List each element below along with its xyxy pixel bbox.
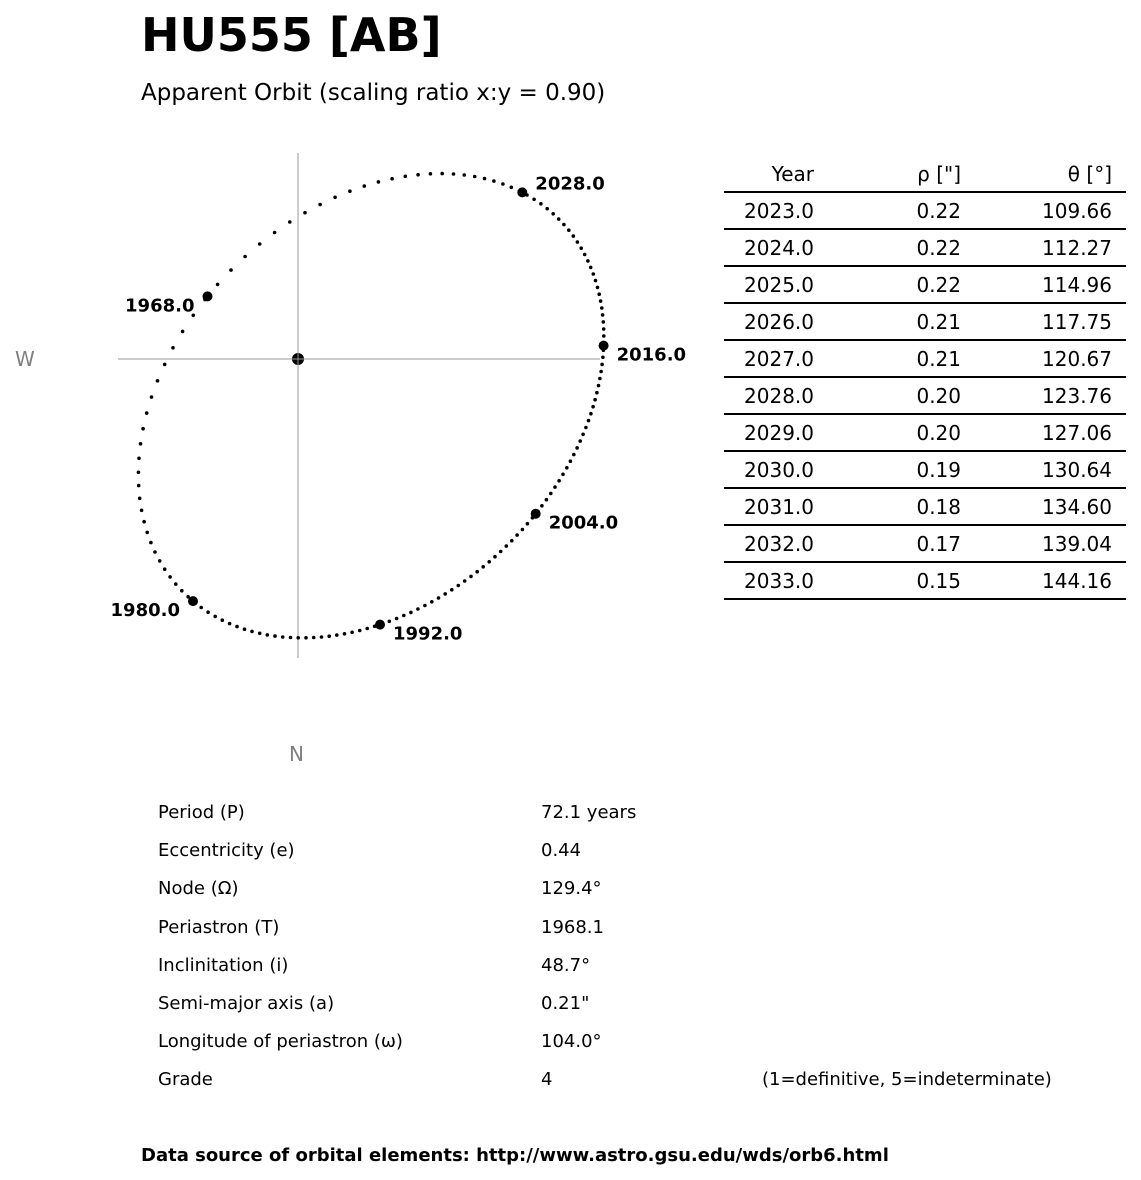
orbit-dot [602, 334, 606, 338]
orbit-dot [137, 484, 141, 488]
orbit-dot [243, 255, 247, 259]
orbit-dot [557, 217, 561, 221]
theta-cell: 112.27 [975, 229, 1126, 266]
orbit-dot [532, 198, 536, 202]
orbit-dot [549, 492, 553, 496]
table-row [724, 192, 1126, 229]
rho-cell: 0.22 [828, 266, 975, 303]
orbit-dot [350, 631, 354, 635]
orbit-dot [153, 550, 157, 554]
epoch-marks [111, 173, 687, 644]
orbit-dot [199, 606, 203, 610]
table-row [724, 266, 1126, 303]
orbit-dot [492, 179, 496, 183]
orbit-dot [296, 636, 300, 640]
orbit-dot [589, 412, 593, 416]
orbit-dot [601, 313, 605, 317]
orbit-dot [180, 589, 184, 593]
orbit-dot [457, 584, 461, 588]
orbit-dot [591, 405, 595, 409]
orbit-dot [395, 617, 399, 621]
orbit-dot [163, 363, 167, 367]
orbit-dot [365, 627, 369, 631]
orbit-dot [388, 620, 392, 624]
table-row [724, 377, 1126, 414]
orbit-dot [404, 175, 408, 179]
orbit-dot [430, 600, 434, 604]
rho-cell: 0.22 [828, 229, 975, 266]
orbit-dot [402, 614, 406, 618]
epoch-label: 1992.0 [393, 623, 463, 645]
orbit-dot [572, 234, 576, 238]
orbit-dot [206, 610, 210, 614]
element-row [0, 993, 1141, 1017]
epoch-marker [188, 596, 198, 606]
orbit-dot [463, 579, 467, 583]
orbit-dot [281, 635, 285, 639]
orbit-dot [599, 299, 603, 303]
element-label: Node (Ω) [158, 878, 239, 900]
ephemeris-table [724, 157, 1126, 600]
column-header-year: Year [771, 162, 814, 186]
year-cell: 2023.0 [724, 192, 828, 229]
orbit-dot [526, 522, 530, 526]
column-header-rho: ρ ["] [917, 162, 961, 186]
year-cell: 2033.0 [724, 562, 828, 599]
epoch-marker [531, 509, 541, 519]
year-cell: 2028.0 [724, 377, 828, 414]
orbit-dot [540, 504, 544, 508]
orbit-dot [600, 306, 604, 310]
orbit-dot [463, 173, 467, 177]
orbit-dot [235, 625, 239, 629]
orbit-dot [139, 442, 143, 446]
orbit-dot [578, 439, 582, 443]
element-value: 0.21" [541, 993, 590, 1014]
theta-cell: 114.96 [975, 266, 1126, 303]
orbit-dot [515, 533, 519, 537]
orbit-dot [440, 172, 444, 176]
rho-cell: 0.19 [828, 451, 975, 488]
orbit-dot [149, 541, 153, 545]
orbit-dot [158, 559, 162, 563]
year-cell: 2025.0 [724, 266, 828, 303]
orbit-dot [145, 411, 149, 415]
orbit-dot [592, 272, 596, 276]
orbit-dot [358, 629, 362, 633]
rho-cell: 0.15 [828, 562, 975, 599]
orbit-dot [171, 346, 175, 350]
orbit-dot [429, 172, 433, 176]
orbit-dot [469, 575, 473, 579]
orbit-dot [481, 565, 485, 569]
year-cell: 2031.0 [724, 488, 828, 525]
rho-cell: 0.18 [828, 488, 975, 525]
orbit-dot [335, 633, 339, 637]
orbit-dot [377, 180, 381, 184]
theta-cell: 120.67 [975, 340, 1126, 377]
orbit-dot [553, 485, 557, 489]
orbit-dots [137, 172, 606, 640]
orbit-dot [487, 560, 491, 564]
orbit-dot [266, 633, 270, 637]
year-cell: 2024.0 [724, 229, 828, 266]
orbit-dot [138, 497, 142, 501]
orbit-dot [289, 636, 293, 640]
rho-cell: 0.20 [828, 414, 975, 451]
element-row [0, 1069, 1141, 1093]
orbit-dot [423, 604, 427, 608]
orbit-dot [450, 588, 454, 592]
orbit-dot [579, 246, 583, 250]
orbit-dot [551, 212, 555, 216]
table-row [724, 340, 1126, 377]
orbit-dot [483, 177, 487, 181]
table-row [724, 562, 1126, 599]
orbit-dot [499, 550, 503, 554]
orbit-dot [312, 636, 316, 640]
element-label: Longitude of periastron (ω) [158, 1031, 403, 1053]
epoch-label: 2016.0 [616, 344, 687, 366]
orbit-plot [0, 140, 700, 780]
orbit-dot [597, 292, 601, 296]
orbit-dot [303, 211, 307, 215]
orbit-dot [602, 327, 606, 331]
orbit-dot [318, 203, 322, 207]
ephemeris-header-row [724, 157, 1126, 192]
element-value: 129.4° [541, 878, 602, 900]
table-row [724, 414, 1126, 451]
orbit-dot [156, 379, 160, 383]
orbit-dot [137, 457, 141, 461]
orbit-dot [599, 370, 603, 374]
orbit-dot [576, 240, 580, 244]
orbit-dot [141, 427, 145, 431]
orbit-dot [437, 596, 441, 600]
orbit-dot [258, 242, 262, 246]
orbit-dot [600, 363, 604, 367]
year-cell: 2029.0 [724, 414, 828, 451]
orbit-dot [587, 419, 591, 423]
theta-cell: 134.60 [975, 488, 1126, 525]
rho-cell: 0.20 [828, 377, 975, 414]
element-value: 48.7° [541, 954, 591, 976]
orbit-dot [163, 567, 167, 571]
year-cell: 2032.0 [724, 525, 828, 562]
chart-title: HU555 [AB] [141, 8, 442, 62]
orbit-dot [343, 632, 347, 636]
orbit-dot [273, 634, 277, 638]
west-label: W [15, 347, 35, 371]
table-row [724, 229, 1126, 266]
rho-cell: 0.17 [828, 525, 975, 562]
element-label: Eccentricity (e) [158, 840, 295, 862]
orbit-dot [584, 426, 588, 430]
orbit-dot [501, 182, 505, 186]
orbit-dot [168, 575, 172, 579]
element-row [0, 955, 1141, 979]
orbit-dot [505, 544, 509, 548]
element-row [0, 878, 1141, 902]
element-value: 0.44 [541, 840, 582, 862]
theta-cell: 130.64 [975, 451, 1126, 488]
epoch-label: 2028.0 [535, 173, 605, 195]
orbit-dot [228, 622, 232, 626]
orbit-dot [565, 466, 569, 470]
year-cell: 2026.0 [724, 303, 828, 340]
element-row [0, 1031, 1141, 1055]
orbit-dot [575, 446, 579, 450]
orbit-dot [545, 498, 549, 502]
orbit-dot [569, 459, 573, 463]
year-cell: 2027.0 [724, 340, 828, 377]
theta-cell: 117.75 [975, 303, 1126, 340]
orbit-dot [567, 228, 571, 232]
table-row [724, 488, 1126, 525]
orbit-dot [174, 582, 178, 586]
orbit-dot [561, 473, 565, 477]
orbit-dot [150, 395, 154, 399]
orbit-dot [598, 377, 602, 381]
data-source-footer: Data source of orbital elements: http://www.astro.gsu.edu/wds/orb6.html [141, 1145, 889, 1166]
column-header-theta: θ [°] [1067, 162, 1112, 186]
orbit-dot [216, 283, 220, 287]
table-row [724, 451, 1126, 488]
orbit-dot [601, 356, 605, 360]
orbit-dot [243, 627, 247, 631]
orbit-dot [581, 433, 585, 437]
theta-cell: 144.16 [975, 562, 1126, 599]
orbit-dot [333, 196, 337, 200]
orbit-dot [586, 259, 590, 263]
element-label: Inclinitation (i) [158, 954, 289, 976]
orbit-dot [221, 618, 225, 622]
north-label: N [289, 742, 304, 766]
orbit-dot [213, 615, 217, 619]
chart-subtitle: Apparent Orbit (scaling ratio x:y = 0.90) [141, 80, 606, 106]
orbit-dot [250, 630, 254, 634]
rho-cell: 0.21 [828, 303, 975, 340]
orbit-dot [594, 279, 598, 283]
epoch-marker [375, 620, 385, 630]
orbit-dot [327, 634, 331, 638]
orbit-dot [597, 384, 601, 388]
year-cell: 2030.0 [724, 451, 828, 488]
orbit-dot [181, 330, 185, 334]
table-row [724, 303, 1126, 340]
orbit-dot [473, 175, 477, 179]
element-label: Periastron (T) [158, 916, 280, 938]
orbit-dot [583, 253, 587, 257]
orbit-dot [589, 266, 593, 270]
ephemeris-body [724, 192, 1126, 599]
orbit-dot [137, 471, 141, 475]
orbit-dot [409, 611, 413, 615]
orbit-dot [304, 636, 308, 640]
epoch-label: 1980.0 [110, 600, 180, 622]
table-row [724, 525, 1126, 562]
orbit-dot [596, 286, 600, 290]
epoch-marker [599, 341, 609, 351]
theta-cell: 123.76 [975, 377, 1126, 414]
rho-cell: 0.22 [828, 192, 975, 229]
orbit-dot [602, 320, 606, 324]
orbit-dot [562, 223, 566, 227]
epoch-marker [517, 187, 527, 197]
orbit-dot [557, 479, 561, 483]
orbit-dot [475, 570, 479, 574]
element-label: Semi-major axis (a) [158, 993, 335, 1014]
orbit-dot [320, 635, 324, 639]
orbit-dot [390, 177, 394, 181]
orbit-dot [510, 539, 514, 543]
element-value: 1968.1 [541, 916, 604, 938]
theta-cell: 127.06 [975, 414, 1126, 451]
orbit-dot [593, 398, 597, 402]
orbit-dot [363, 184, 367, 188]
orbit-dot [288, 220, 292, 224]
element-row [0, 917, 1141, 941]
element-value: 72.1 years [541, 802, 637, 823]
theta-cell: 139.04 [975, 525, 1126, 562]
element-row [0, 802, 1141, 826]
theta-cell: 109.66 [975, 192, 1126, 229]
orbit-dot [521, 528, 525, 532]
orbit-dot [572, 453, 576, 457]
epoch-label: 2004.0 [548, 512, 619, 534]
element-label: Period (P) [158, 802, 245, 823]
epoch-label: 1968.0 [125, 295, 195, 317]
epoch-marker [203, 291, 213, 301]
orbit-dot [510, 186, 514, 190]
orbit-dot [493, 555, 497, 559]
element-label: Grade [158, 1069, 213, 1091]
orbit-dot [416, 607, 420, 611]
element-value: 4 [541, 1069, 553, 1091]
rho-cell: 0.21 [828, 340, 975, 377]
orbit-dot [258, 632, 262, 636]
orbit-dot [452, 172, 456, 176]
orbit-dot [229, 268, 233, 272]
orbit-dot [142, 520, 146, 524]
orbit-dot [145, 531, 149, 535]
orbit-dot [595, 391, 599, 395]
orbit-dot [545, 207, 549, 211]
orbit-dot [443, 592, 447, 596]
orbit-dot [416, 173, 420, 177]
orbit-dot [273, 231, 277, 235]
orbit-dot [140, 509, 144, 513]
element-row [0, 840, 1141, 864]
orbit-dot [348, 189, 352, 193]
element-value: 104.0° [541, 1031, 602, 1053]
orbit-dot [539, 202, 543, 206]
element-note: (1=definitive, 5=indeterminate) [762, 1069, 1052, 1091]
